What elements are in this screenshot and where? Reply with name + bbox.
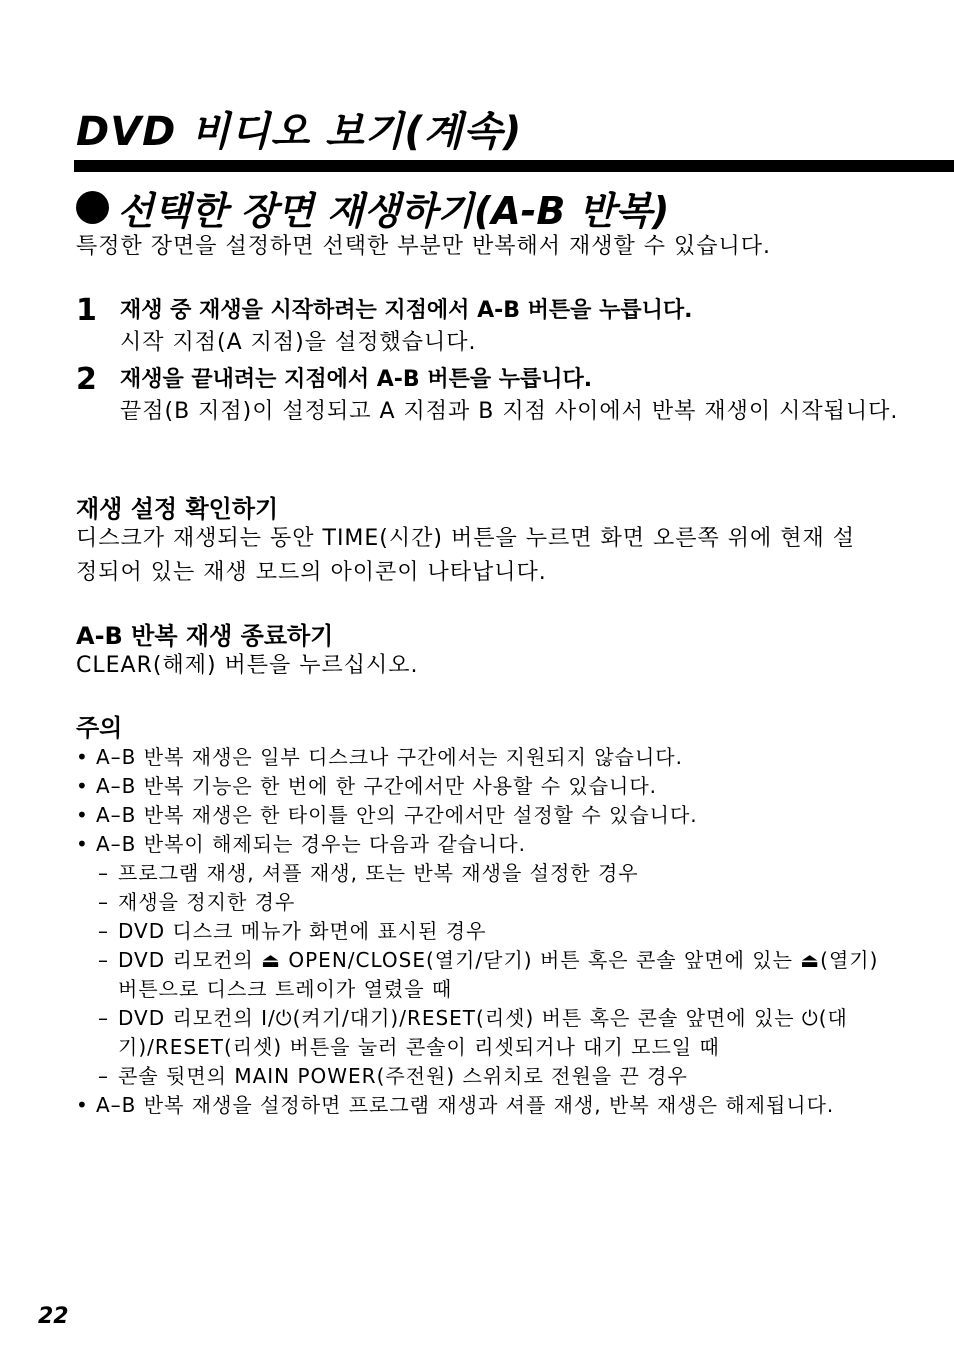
bullet-marker: • <box>76 1093 89 1117</box>
sub-item-text: 프로그램 재생, 셔플 재생, 또는 반복 재생을 설정한 경우 <box>118 861 639 885</box>
sub-item <box>96 1062 896 1091</box>
bullet-marker: • <box>76 803 89 827</box>
end-repeat-heading: A-B 반복 재생 종료하기 <box>76 622 334 650</box>
sub-item-text: DVD 리모컨의 I/⏻(켜기/대기)/RESET(리셋) 버튼 혹은 콘솔 앞면에 있는 ⏻(대기)/RESET(리셋) 버튼을 눌러 콘솔이 리셋되거나 대기 모드일 때 <box>118 1006 848 1059</box>
dash-marker: – <box>98 1006 109 1030</box>
bullet-marker: • <box>76 774 89 798</box>
check-settings-heading: 재생 설정 확인하기 <box>76 495 279 523</box>
note-text: A–B 반복이 해제되는 경우는 다음과 같습니다. <box>96 832 526 856</box>
sub-item <box>96 1004 896 1062</box>
note-text: A–B 반복 재생은 일부 디스크나 구간에서는 지원되지 않습니다. <box>96 745 683 769</box>
sub-item <box>96 859 896 888</box>
section-heading <box>76 180 669 235</box>
check-settings-text: 디스크가 재생되는 동안 TIME(시간) 버튼을 누르면 화면 오른쪽 위에 현재 설정되어 있는 재생 모드의 아이콘이 나타납니다. <box>76 526 855 585</box>
note-item <box>76 801 896 830</box>
bullet-dot-icon <box>76 191 109 224</box>
sub-item <box>96 888 896 917</box>
note-item <box>76 772 896 801</box>
section-heading-text: 선택한 장면 재생하기(A-B 반복) <box>117 189 670 233</box>
note-text: A–B 반복 재생을 설정하면 프로그램 재생과 셔플 재생, 반복 재생은 해제됩니다. <box>96 1093 835 1117</box>
notes-heading: 주의 <box>76 714 123 742</box>
note-text: A–B 반복 기능은 한 번에 한 구간에서만 사용할 수 있습니다. <box>96 774 658 798</box>
step-number: 1 <box>76 293 97 328</box>
dash-marker: – <box>98 890 109 914</box>
sub-item-text: 재생을 정지한 경우 <box>118 890 296 914</box>
reset-cases-list <box>96 859 896 1091</box>
sub-item-text: DVD 디스크 메뉴가 화면에 표시된 경우 <box>118 919 487 943</box>
dash-marker: – <box>98 1064 109 1088</box>
notes-list <box>76 743 896 1120</box>
step-description: 끝점(B 지점)이 설정되고 A 지점과 B 지점 사이에서 반복 재생이 시작됩니다. <box>120 399 899 424</box>
bullet-marker: • <box>76 832 89 856</box>
sub-item-text: 콘솔 뒷면의 MAIN POWER(주전원) 스위치로 전원을 끈 경우 <box>118 1064 688 1088</box>
sub-item-text: DVD 리모컨의 ⏏ OPEN/CLOSE(열기/닫기) 버튼 혹은 콘솔 앞면에 있는 ⏏(열기) 버튼으로 디스크 트레이가 열렸을 때 <box>118 948 879 1001</box>
title-rule <box>74 160 954 172</box>
note-item <box>76 830 896 1091</box>
note-text: A–B 반복 재생은 한 타이틀 안의 구간에서만 설정할 수 있습니다. <box>96 803 698 827</box>
sub-item <box>96 946 896 1004</box>
dash-marker: – <box>98 919 109 943</box>
intro-text: 특정한 장면을 설정하면 선택한 부분만 반복해서 재생할 수 있습니다. <box>76 234 771 259</box>
page-number: 22 <box>38 1304 69 1329</box>
sub-item <box>96 917 896 946</box>
step-title: 재생 중 재생을 시작하려는 지점에서 A-B 버튼을 누릅니다. <box>120 298 693 323</box>
step-number: 2 <box>76 362 97 397</box>
dash-marker: – <box>98 861 109 885</box>
note-item <box>76 1091 896 1120</box>
page-title: DVD 비디오 보기(계속) <box>76 109 523 155</box>
end-repeat-text: CLEAR(해제) 버튼을 누르십시오. <box>76 653 419 678</box>
step-title: 재생을 끝내려는 지점에서 A-B 버튼을 누릅니다. <box>120 367 593 392</box>
bullet-marker: • <box>76 745 89 769</box>
dash-marker: – <box>98 948 109 972</box>
note-item <box>76 743 896 772</box>
step-description: 시작 지점(A 지점)을 설정했습니다. <box>120 330 477 355</box>
